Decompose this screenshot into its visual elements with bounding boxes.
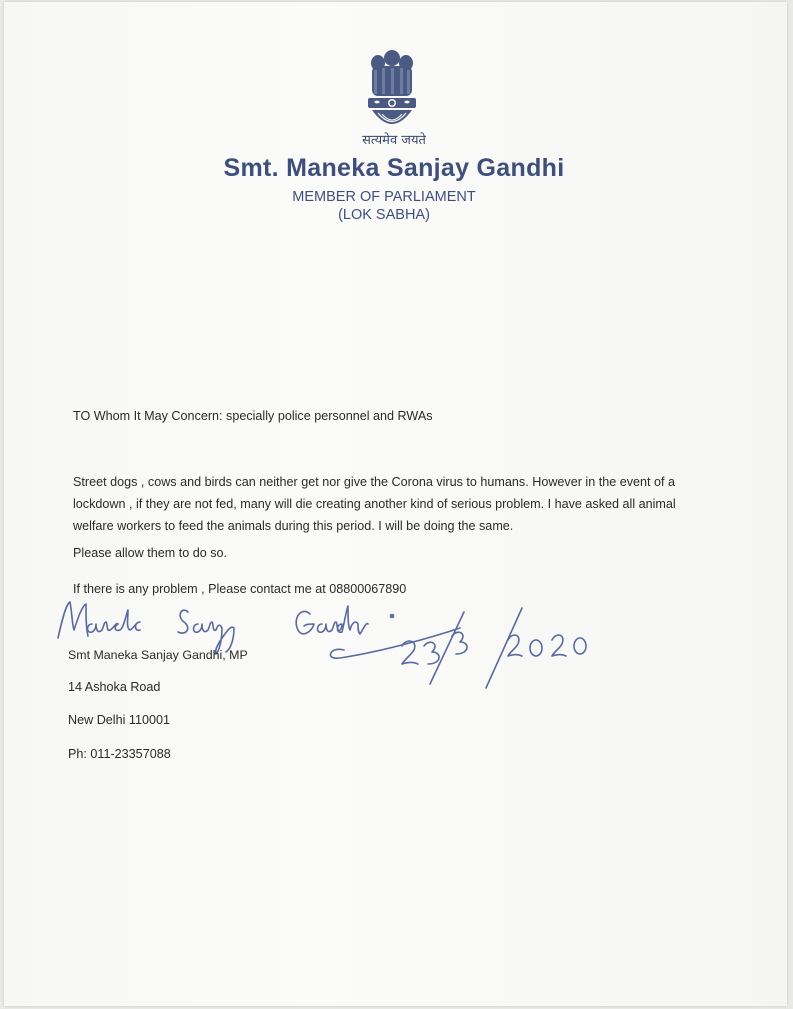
- letterhead-designation: [234, 188, 534, 224]
- designation-line: MEMBER OF PARLIAMENT: [292, 189, 476, 205]
- salutation: TO Whom It May Concern: specially police personnel and RWAs: [73, 409, 433, 423]
- sender-phone: Ph: 011-23357088: [68, 747, 171, 761]
- sender-address-line2: New Delhi 110001: [68, 713, 170, 727]
- contact-line: If there is any problem , Please contact me at 08800067890: [73, 582, 407, 596]
- body-paragraph: Street dogs , cows and birds can neither get nor give the Corona virus to humans. However in the event of a lockdown , if they are not fed, many will die creating another kind of serious problem. I have asked all animal welfare workers to feed the animals during this period. I will be doing the same.: [73, 475, 676, 533]
- house-line: (LOK SABHA): [338, 207, 430, 223]
- sender-name: Smt Maneka Sanjay Gandhi, MP: [68, 648, 248, 662]
- handwritten-signature: [52, 590, 622, 690]
- letter-page: [4, 2, 787, 1006]
- sender-address-line1: 14 Ashoka Road: [68, 680, 161, 694]
- national-motto: सत्यमेव जयते: [362, 133, 426, 148]
- request-line: Please allow them to do so.: [73, 546, 228, 560]
- ashoka-lion-capital-icon: [360, 46, 424, 136]
- letterhead-name: Smt. Maneka Sanjay Gandhi: [223, 154, 565, 182]
